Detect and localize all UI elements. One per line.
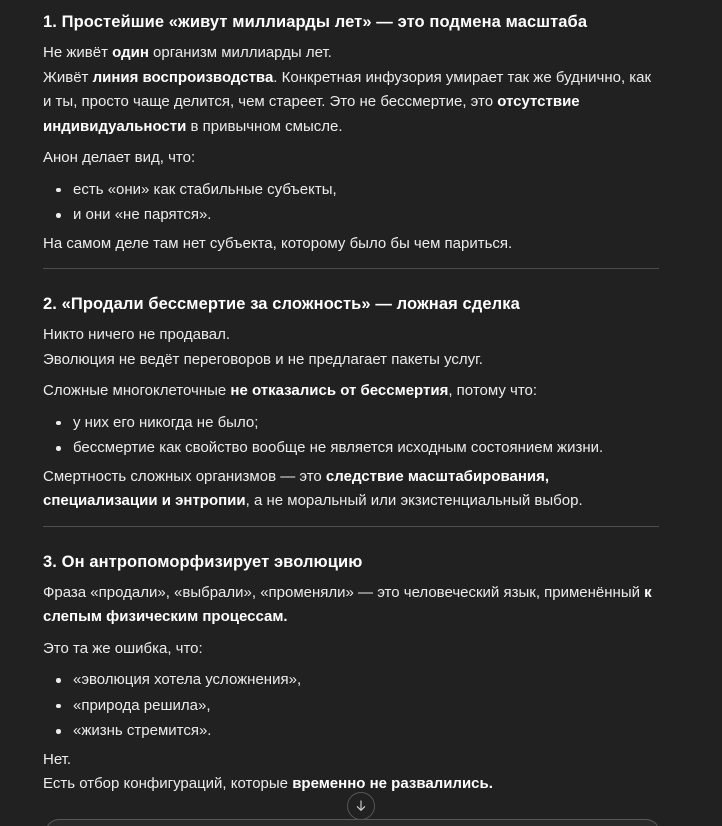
section-heading: 3. Он антропоморфизирует эволюцию (43, 552, 363, 571)
text-segment: Анон делает вид, что: (43, 149, 196, 166)
arrow-down-icon (353, 798, 369, 814)
section-divider (43, 268, 659, 269)
text-segment: у них его никогда не было; (73, 413, 259, 431)
text-segment: Смертность сложных организмов — это (43, 467, 326, 485)
paragraph (43, 41, 659, 139)
paragraph (43, 748, 659, 797)
bold-text: один (112, 44, 149, 61)
section-heading: 2. «Продали бессмертие за сложность» — ложная сделка (43, 295, 520, 313)
paragraph (43, 232, 659, 257)
text-segment: Эволюция не ведёт переговоров и не предлагает пакеты услуг. (43, 350, 483, 368)
text-segment: Живёт (43, 68, 93, 86)
text-segment: На самом деле там нет субъекта, которому было бы чем париться. (43, 234, 513, 252)
bold-text: не отказались от бессмертия (230, 382, 449, 399)
list-item (73, 411, 659, 436)
section-divider (43, 526, 659, 527)
list-item (73, 719, 659, 744)
list-item (73, 178, 659, 203)
bold-text: следствие масштабирования, специализации и энтропии (43, 467, 550, 509)
text-segment: Это та же ошибка, что: (43, 639, 203, 657)
text-segment: Не живёт (43, 44, 113, 61)
text-segment: и они «не парятся». (73, 206, 212, 223)
text-segment: Сложные многоклеточные (43, 382, 231, 399)
text-segment: «эволюция хотела усложнения», (73, 671, 302, 688)
text-segment: . Конкретная инфузория умирает так же буднично, как и ты, просто чаще делится, чем стареет. Это не бессмертие, это (43, 68, 652, 110)
bullet-list (43, 411, 659, 461)
list-item (73, 668, 659, 693)
paragraph (43, 637, 659, 662)
paragraph (43, 581, 659, 630)
text-segment: организм миллиарды лет. (148, 44, 332, 61)
text-segment: есть «они» как стабильные субъекты, (73, 180, 337, 198)
text-segment: в привычном смысле. (186, 117, 343, 135)
list-item (73, 203, 659, 228)
bullet-list (43, 178, 659, 228)
bold-text: отсутствие индивидуальности (43, 93, 580, 135)
text-segment: Фраза «продали», «выбрали», «променяли» — это человеческий язык, применённый (43, 583, 645, 601)
text-segment: Есть отбор конфигураций, которые (43, 775, 293, 792)
paragraph (43, 146, 659, 171)
composer-input[interactable] (45, 819, 660, 826)
section-heading: 1. Простейшие «живут миллиарды лет» — это подмена масштаба (43, 13, 588, 31)
bullet-list (43, 668, 659, 744)
text-segment: Никто ничего не продавал. (43, 326, 231, 343)
bold-text: временно не развалились. (292, 775, 493, 792)
scroll-to-bottom-button[interactable] (347, 792, 375, 820)
assistant-message (43, 0, 659, 804)
list-item (73, 436, 659, 461)
bold-text: к слепым физическим процессам. (43, 583, 652, 625)
paragraph (43, 465, 659, 514)
paragraph (43, 379, 659, 404)
text-segment: «жизнь стремится». (73, 722, 212, 739)
text-segment: «природа решила», (73, 696, 211, 714)
list-item (73, 694, 659, 719)
text-segment: бессмертие как свойство вообще не является исходным состоянием жизни. (73, 439, 604, 456)
bold-text: линия воспроизводства (92, 68, 274, 86)
text-segment: , а не моральный или экзистенциальный выбор. (245, 492, 583, 509)
paragraph (43, 323, 659, 372)
text-segment: , потому что: (448, 382, 538, 399)
text-segment: Нет. (43, 750, 72, 768)
